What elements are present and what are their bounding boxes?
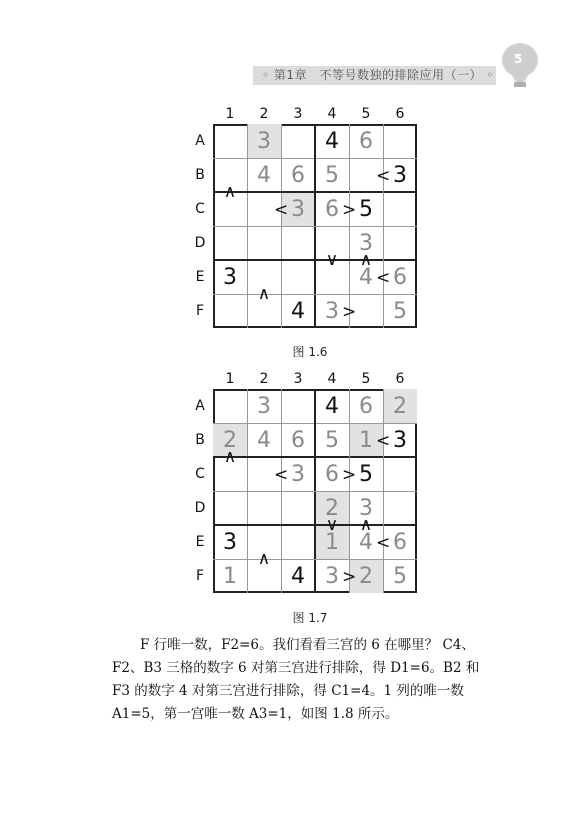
column-label: 2	[259, 371, 269, 387]
row-label: B	[195, 167, 205, 183]
inequality-sign: >	[342, 200, 357, 220]
grid-line	[213, 259, 417, 261]
grid-cell[interactable]	[281, 124, 315, 158]
inequality-sign: >	[342, 302, 357, 322]
column-label: 3	[293, 106, 303, 122]
row-label: E	[195, 534, 205, 550]
inequality-sign: ∧	[359, 515, 373, 535]
grid-cell[interactable]	[247, 226, 281, 260]
paragraph-line: F3 的数字 4 对第三宫进行排除，得 C1=4。1 列的唯一数	[112, 683, 464, 699]
row-label: D	[194, 235, 206, 251]
grid-cell[interactable]: 3	[393, 162, 407, 188]
grid-cell[interactable]: 6	[291, 427, 305, 453]
paragraph-line: A1=5，第一宫唯一数 A3=1，如图 1.8 所示。	[112, 706, 399, 722]
grid-cell[interactable]	[213, 491, 247, 525]
grid-cell[interactable]: 3	[223, 264, 237, 290]
column-label: 1	[225, 371, 235, 387]
grid-cell[interactable]: 4	[291, 563, 305, 589]
grid-cell[interactable]: 6	[393, 529, 407, 555]
grid-cell[interactable]	[383, 124, 417, 158]
grid-cell[interactable]: 3	[281, 192, 315, 226]
grid-cell[interactable]	[281, 226, 315, 260]
grid-cell[interactable]: 3	[325, 298, 339, 324]
grid-cell[interactable]: 6	[359, 393, 373, 419]
grid-cell[interactable]: 4	[325, 128, 339, 154]
inequality-sign: ∧	[359, 250, 373, 270]
grid-cell[interactable]: 6	[325, 461, 339, 487]
figure-caption-1-6: 图 1.6	[292, 345, 328, 359]
column-label: 6	[395, 371, 405, 387]
row-label: B	[195, 432, 205, 448]
column-label: 4	[327, 371, 337, 387]
grid-line	[349, 389, 350, 593]
row-label: F	[195, 568, 205, 584]
inequality-sign: >	[342, 465, 357, 485]
inequality-sign: <	[376, 268, 391, 288]
grid-cell[interactable]: 5	[325, 427, 339, 453]
grid-line	[213, 491, 417, 492]
inequality-sign: <	[274, 200, 289, 220]
inequality-sign: ∨	[325, 250, 339, 270]
sudoku-grid	[213, 124, 417, 328]
grid-cell[interactable]	[281, 525, 315, 559]
grid-cell[interactable]: 3	[325, 563, 339, 589]
grid-cell[interactable]: 6	[359, 128, 373, 154]
inequality-sign: >	[342, 567, 357, 587]
grid-cell[interactable]: 4	[359, 529, 373, 555]
grid-cell[interactable]: 2	[383, 389, 417, 423]
grid-cell[interactable]: 3	[393, 427, 407, 453]
inequality-sign: ∧	[223, 182, 237, 202]
row-label: C	[195, 201, 205, 217]
grid-cell[interactable]: 2	[315, 491, 349, 525]
column-label: 5	[361, 106, 371, 122]
grid-cell[interactable]: 4	[359, 264, 373, 290]
column-label: 3	[293, 371, 303, 387]
grid-cell[interactable]: 1	[349, 423, 383, 457]
column-label: 1	[225, 106, 235, 122]
row-label: D	[194, 500, 206, 516]
row-label: C	[195, 466, 205, 482]
column-label: 2	[259, 106, 269, 122]
grid-cell[interactable]: 2	[213, 423, 247, 457]
grid-cell[interactable]: 4	[291, 298, 305, 324]
column-label: 4	[327, 106, 337, 122]
grid-line	[213, 294, 417, 295]
inequality-sign: <	[376, 533, 391, 553]
grid-line	[213, 226, 417, 227]
grid-cell[interactable]	[213, 226, 247, 260]
chapter-header-title: ◦ 第1章 不等号数独的排除应用（一） ◦	[262, 68, 494, 82]
inequality-sign: ∧	[257, 549, 271, 569]
grid-cell[interactable]: 4	[257, 427, 271, 453]
grid-cell[interactable]	[281, 260, 315, 294]
grid-cell[interactable]	[213, 294, 247, 328]
grid-cell[interactable]	[281, 491, 315, 525]
figure-caption-1-7: 图 1.7	[292, 611, 328, 625]
row-label: A	[195, 133, 205, 149]
grid-cell[interactable]: 3	[291, 461, 305, 487]
grid-line	[349, 124, 350, 328]
grid-cell[interactable]	[383, 192, 417, 226]
grid-cell[interactable]: 6	[291, 162, 305, 188]
row-label: F	[195, 303, 205, 319]
sudoku-grid	[213, 389, 417, 593]
grid-cell[interactable]	[383, 457, 417, 491]
grid-cell[interactable]: 5	[393, 563, 407, 589]
grid-cell[interactable]: 3	[359, 495, 373, 521]
grid-cell[interactable]: 4	[257, 162, 271, 188]
grid-line	[213, 559, 417, 560]
grid-cell[interactable]: 5	[325, 162, 339, 188]
sudoku-figure-1-7	[190, 371, 430, 597]
column-label: 5	[361, 371, 371, 387]
grid-line	[383, 389, 384, 593]
grid-cell[interactable]: 1	[223, 563, 237, 589]
grid-cell[interactable]	[383, 226, 417, 260]
grid-cell[interactable]	[247, 491, 281, 525]
grid-cell[interactable]	[213, 389, 247, 423]
paragraph-line: F2、B3 三格的数字 6 对第三宫进行排除，得 D1=6。B2 和	[112, 660, 480, 676]
inequality-sign: <	[274, 465, 289, 485]
column-label: 6	[395, 106, 405, 122]
grid-cell[interactable]: 4	[325, 393, 339, 419]
grid-cell[interactable]: 3	[223, 529, 237, 555]
grid-cell[interactable]	[383, 491, 417, 525]
inequality-sign: ∨	[325, 515, 339, 535]
grid-cell[interactable]: 6	[325, 196, 339, 222]
body-paragraph	[112, 634, 512, 726]
grid-cell[interactable]: 2	[349, 559, 383, 593]
grid-line	[213, 524, 417, 526]
grid-line	[383, 124, 384, 328]
paragraph-line: F 行唯一数，F2=6。我们看看三宫的 6 在哪里？ C4、	[140, 637, 475, 653]
inequality-sign: ∧	[223, 447, 237, 467]
grid-cell[interactable]: 5	[359, 196, 373, 222]
inequality-sign: <	[376, 431, 391, 451]
row-label: E	[195, 269, 205, 285]
grid-cell[interactable]: 3	[247, 124, 281, 158]
grid-cell[interactable]: 6	[393, 264, 407, 290]
grid-cell[interactable]: 1	[315, 525, 349, 559]
row-label: A	[195, 398, 205, 414]
grid-cell[interactable]	[213, 124, 247, 158]
sudoku-figure-1-6	[190, 106, 430, 332]
grid-cell[interactable]: 5	[393, 298, 407, 324]
grid-cell[interactable]: 3	[359, 230, 373, 256]
inequality-sign: <	[376, 166, 391, 186]
inequality-sign: ∧	[257, 284, 271, 304]
grid-cell[interactable]	[281, 389, 315, 423]
grid-cell[interactable]: 3	[257, 393, 271, 419]
grid-cell[interactable]: 5	[359, 461, 373, 487]
page-number: 5	[514, 52, 523, 66]
